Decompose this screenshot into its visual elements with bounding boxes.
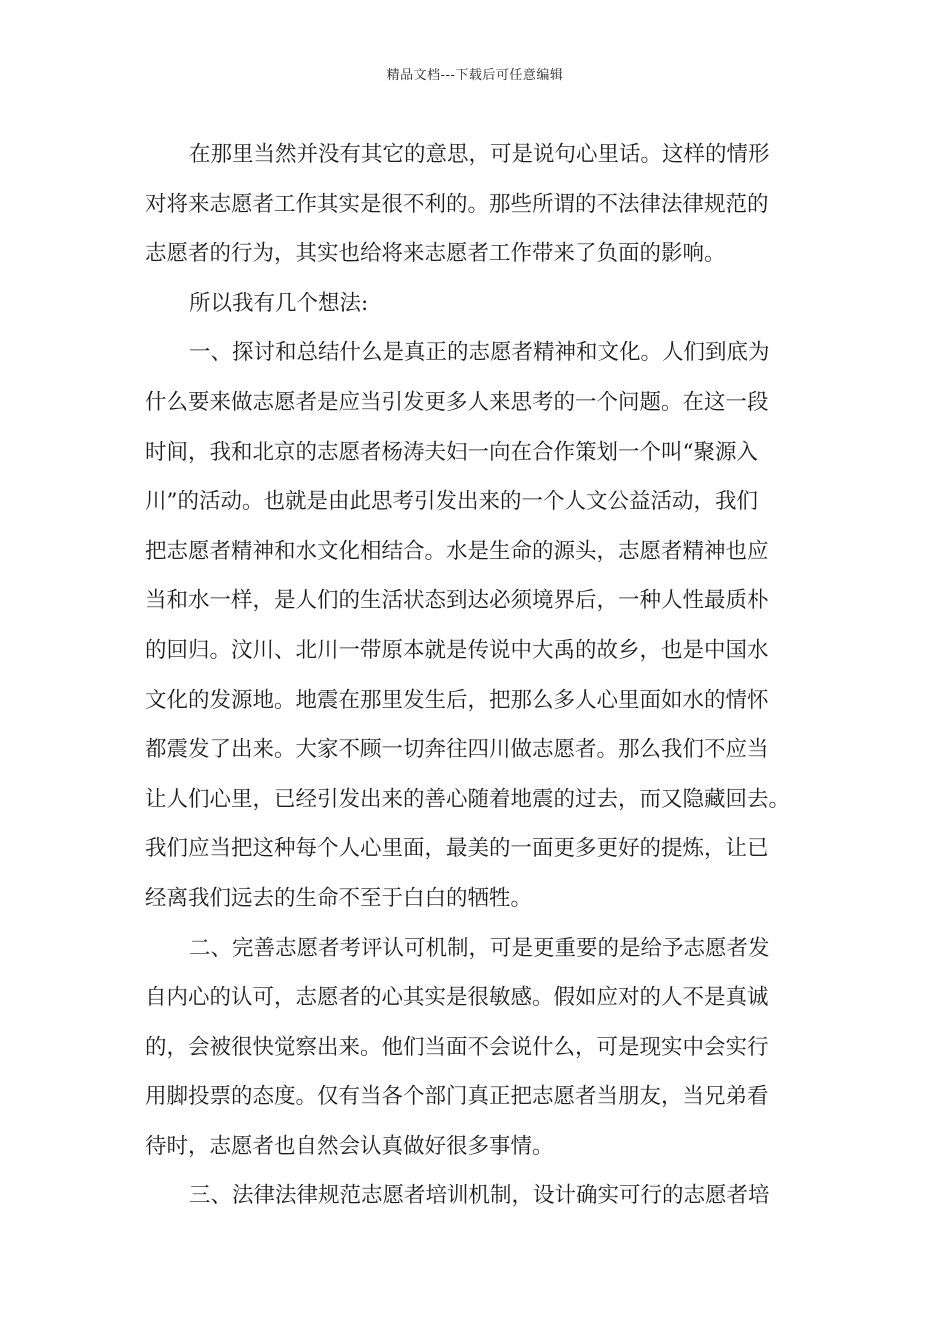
text-line: 志愿者的行为，其实也给将来志愿者工作带来了负面的影响。 — [145, 241, 726, 267]
text-line: 待时，志愿者也自然会认真做好很多事情。 — [145, 1133, 554, 1159]
text-line: 的回归。汶川、北川一带原本就是传说中大禹的故乡，也是中国水 — [145, 637, 769, 663]
text-line: 文化的发源地。地震在那里发生后，把那么多人心里面如水的情怀 — [145, 687, 769, 713]
text-line: 一、探讨和总结什么是真正的志愿者精神和文化。人们到底为 — [189, 340, 770, 366]
body-text — [145, 130, 811, 1221]
text-line: 在那里当然并没有其它的意思，可是说句心里话。这样的情形 — [189, 142, 770, 167]
text-line: 时间，我和北京的志愿者杨涛夫妇一向在合作策划一个叫“聚源入 — [145, 439, 758, 465]
text-line: 都震发了出来。大家不顾一切奔往四川做志愿者。那么我们不应当 — [145, 737, 769, 763]
text-line: 川”的活动。也就是由此思考引发出来的一个人文公益活动，我们 — [145, 489, 758, 515]
text-line: 二、完善志愿者考评认可机制，可是更重要的是给予志愿者发 — [189, 935, 770, 961]
text-line: 用脚投票的态度。仅有当各个部门真正把志愿者当朋友，当兄弟看 — [145, 1084, 769, 1110]
text-line: 让人们心里，已经引发出来的善心随着地震的过去，而又隐藏回去。 — [145, 786, 791, 812]
text-line: 把志愿者精神和水文化相结合。水是生命的源头，志愿者精神也应 — [145, 538, 769, 564]
page-header: 精品文档---下载后可任意编辑 — [386, 68, 564, 83]
text-line: 对将来志愿者工作其实是很不利的。那些所谓的不法律法律规范的 — [145, 191, 769, 217]
text-line: 三、法律法律规范志愿者培训机制，设计确实可行的志愿者培 — [189, 1183, 770, 1209]
text-line: 当和水一样，是人们的生活状态到达必须境界后，一种人性最质朴 — [145, 588, 769, 614]
text-line: 经离我们远去的生命不至于白白的牺牲。 — [145, 885, 533, 911]
text-line: 什么要来做志愿者是应当引发更多人来思考的一个问题。在这一段 — [145, 389, 769, 415]
text-line: 所以我有几个想法: — [189, 290, 369, 316]
text-line: 自内心的认可，志愿者的心其实是很敏感。假如应对的人不是真诚 — [145, 985, 769, 1011]
text-line: 的，会被很快觉察出来。他们当面不会说什么，可是现实中会实行 — [145, 1034, 769, 1060]
text-line: 我们应当把这种每个人心里面，最美的一面更多更好的提炼，让已 — [145, 836, 769, 862]
